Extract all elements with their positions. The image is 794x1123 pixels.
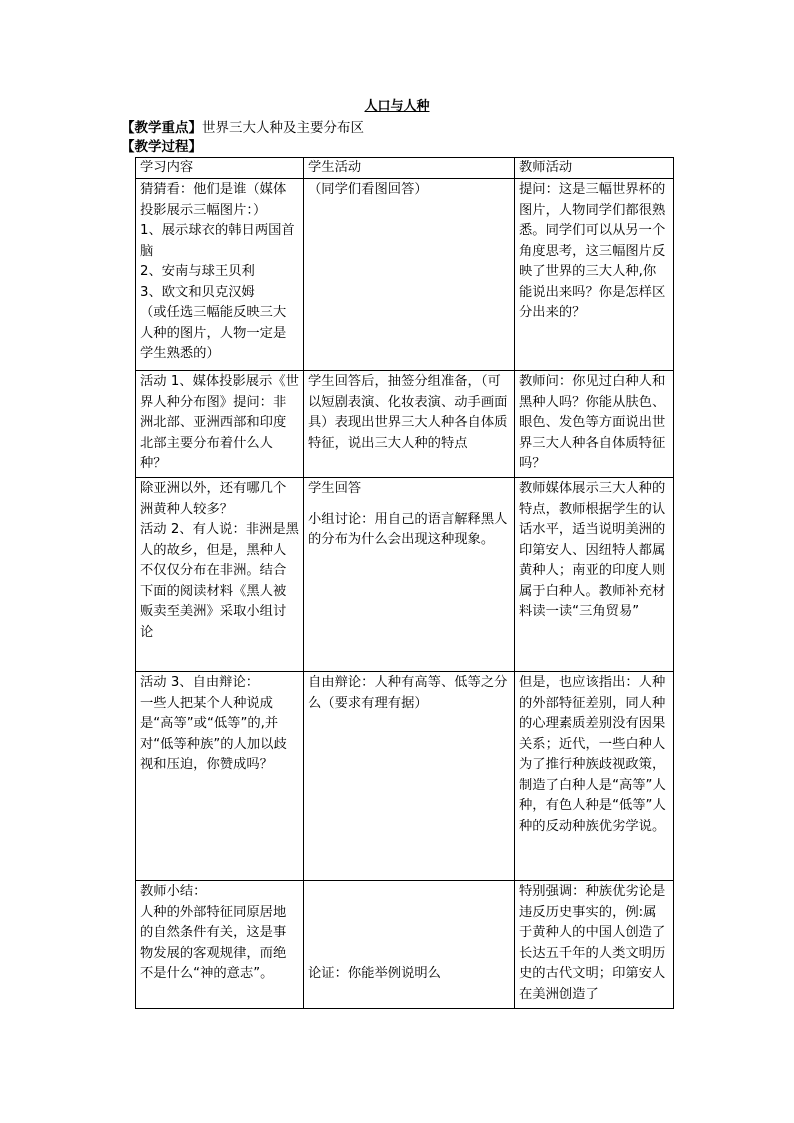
cell-spacer — [308, 882, 510, 964]
table-header-row — [136, 158, 674, 179]
cell-text: 2、安南与球王贝利 — [140, 264, 255, 279]
header-teacher-activity: 教师活动 — [515, 158, 674, 179]
cell-text: 教师问：你见过白种人和黑种人吗？你能从肤色、眼色、发色等方面说出世界三大人种各自体质特征吗？ — [519, 374, 666, 471]
table-row — [136, 672, 674, 881]
student-cell — [304, 478, 515, 672]
table-row — [136, 478, 674, 672]
cell-text: 1、展示球衣的韩日两国首脑 — [140, 223, 295, 259]
teaching-focus-label: 【教学重点】 — [121, 120, 202, 136]
cell-text: 活动 1、媒体投影展示《世界人种分布图》提问：非洲北部、亚洲西部和印度北部主要分布着什么人种？ — [140, 374, 299, 471]
teacher-cell — [515, 672, 674, 881]
cell-text: 小组讨论：用自己的语言解释黑人的分布为什么会出现这种现象。 — [308, 511, 508, 547]
cell-text: 论证：你能举例说明么 — [308, 966, 441, 981]
cell-text: 自由辩论：人种有高等、低等之分么（要求有理有据） — [308, 675, 508, 711]
cell-text: 一些人把某个人种说成是“高等”或“低等”的,并对“低等种族”的人加以歧视和压迫，你赞成吗？ — [140, 695, 287, 772]
cell-text: 活动 3、自由辩论： — [140, 675, 260, 690]
cell-text: 3、欧文和贝克汉姆 — [140, 284, 255, 300]
content-cell — [136, 881, 304, 1009]
student-cell — [304, 179, 515, 371]
lesson-table — [135, 157, 674, 1009]
cell-text: 除亚洲以外，还有哪几个洲黄种人较多？ — [140, 481, 287, 517]
cell-text: 猜猜看：他们是谁（媒体投影展示三幅图片：） — [140, 182, 287, 218]
teacher-cell — [515, 478, 674, 672]
content-cell — [136, 371, 304, 478]
teaching-focus-text: 世界三大人种及主要分布区 — [202, 120, 364, 136]
header-student-activity: 学生活动 — [304, 158, 515, 179]
header-content: 学习内容 — [136, 158, 304, 179]
cell-text: 教师小结： — [140, 884, 207, 899]
cell-text: 教师媒体展示三大人种的特点，教师根据学生的认话水平，适当说明美洲的印第安人、因纽特人都属黄种人；南亚的印度人则属于白种人。教师补充材料读一读“三角贸易” — [519, 481, 666, 619]
teaching-process-label: 【教学过程】 — [121, 139, 202, 155]
cell-text: （或任选三幅能反映三大人种的图片，人物一定是学生熟悉的） — [140, 305, 287, 361]
cell-text: 但是，也应该指出：人种的外部特征差别，同人种的心理素质差别没有因果关系；近代，一些白种人为了推行种族歧视政策，制造了白种人是“高等”人种，有色人种是“低等”人种的反动种族优劣学说。 — [519, 675, 666, 834]
cell-text: 学生回答后，抽签分组准备，（可以短剧表演、化妆表演、动手画面具）表现出世界三大人种各自体质特征，说出三大人种的特点 — [308, 374, 508, 451]
content-cell — [136, 179, 304, 371]
content-cell — [136, 672, 304, 881]
table-row — [136, 881, 674, 1009]
cell-text: 人种的外部特征同原居地的自然条件有关，这是事物发展的客观规律，而绝不是什么“神的意志”。 — [140, 904, 287, 981]
cell-text: 学生回答 — [308, 481, 362, 496]
cell-text: （同学们看图回答） — [308, 182, 428, 197]
student-cell — [304, 371, 515, 478]
page-title: 人口与人种 — [364, 99, 430, 114]
cell-text: 提问：这是三幅世界杯的图片，人物同学们都很熟悉。同学们可以从另一个角度思考，这三幅图片反映了世界的三大人种,你能说出来吗？你是怎样区分出来的？ — [519, 182, 666, 320]
teacher-cell — [515, 179, 674, 371]
cell-text: 活动 2、有人说：非洲是黑人的故乡，但是，黑种人不仅仅分布在非洲。结合下面的阅读材料《黑人被贩卖至美洲》采取小组讨论 — [140, 522, 299, 640]
teaching-focus-line — [121, 119, 364, 137]
table-row — [136, 371, 674, 478]
teaching-process-line — [121, 138, 202, 156]
teacher-cell — [515, 371, 674, 478]
cell-text: 特别强调：种族优劣论是违反历史事实的，例:属于黄种人的中国人创造了长达五千年的人类文明历史的古代文明；印第安人在美洲创造了 — [519, 884, 666, 1002]
student-cell — [304, 881, 515, 1009]
teacher-cell — [515, 881, 674, 1009]
content-cell — [136, 478, 304, 672]
table-row — [136, 179, 674, 371]
student-cell — [304, 672, 515, 881]
